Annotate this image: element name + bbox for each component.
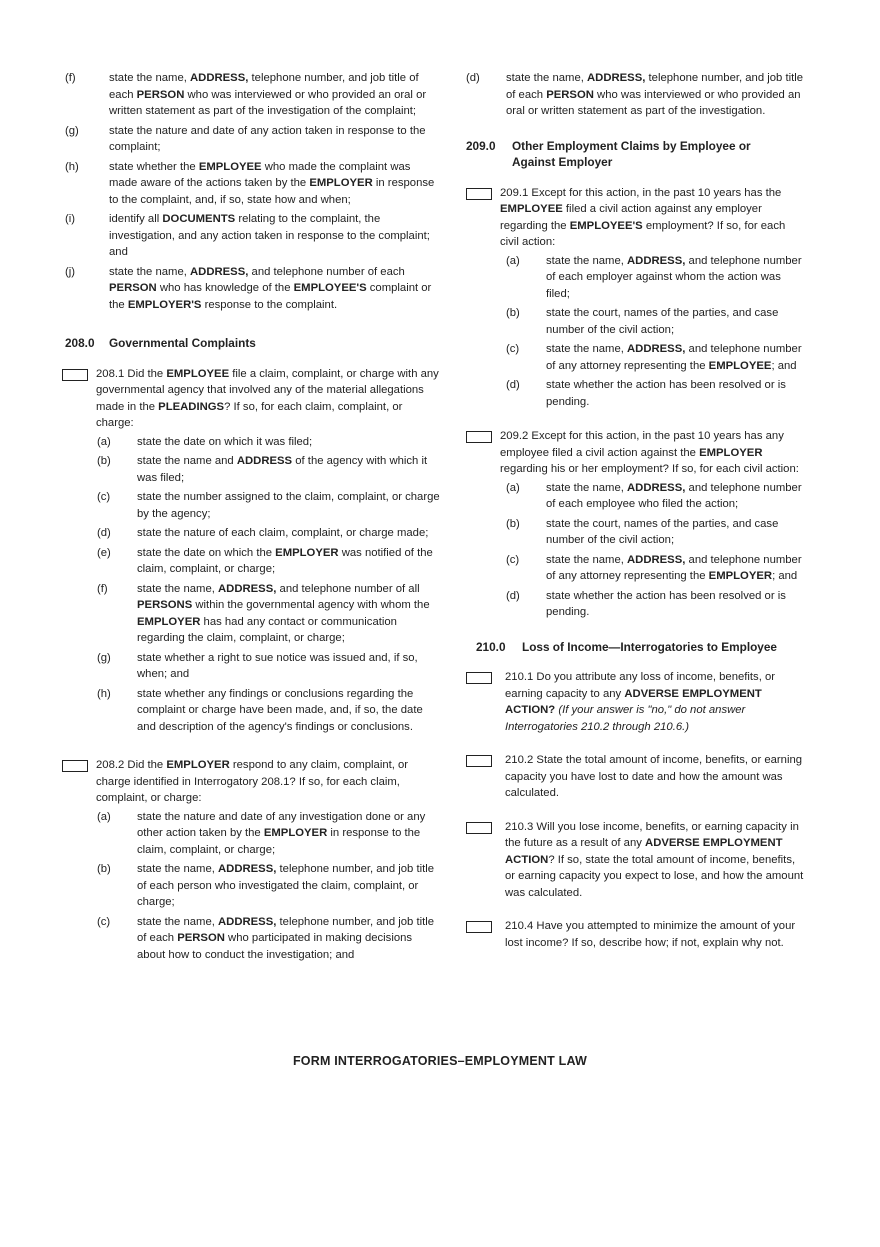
text-segment: ADDRESS,: [587, 72, 646, 84]
page-footer-title: FORM INTERROGATORIES–EMPLOYMENT LAW: [292, 1054, 588, 1068]
text-segment: filed a civil action against any employer regarding the: [500, 203, 762, 232]
item-text: [546, 377, 806, 410]
text-segment: ADDRESS,: [218, 582, 277, 595]
item-text: [137, 434, 440, 451]
text-segment: who participated in making decisions about how to conduct the investigation; and: [137, 932, 413, 961]
text-segment: ADDRESS,: [190, 72, 249, 84]
section-title: Governmental Complaints: [109, 336, 256, 350]
list-item: [65, 70, 440, 120]
item-label: (d): [506, 589, 520, 602]
item-label: (a): [506, 481, 520, 494]
text-segment: 208.2 Did the: [96, 759, 167, 771]
item-text: [546, 305, 806, 338]
text-segment: and telephone number of any attorney representing the: [546, 343, 802, 372]
item-text: [137, 650, 440, 683]
question-text: [62, 757, 440, 807]
text-segment: ADDRESS,: [190, 265, 249, 278]
text-segment: EMPLOYER'S: [127, 298, 202, 311]
text-segment: ADDRESS: [236, 455, 293, 467]
text-segment: state the number assigned to the claim, complaint, or charge by the agency;: [137, 491, 440, 520]
item-label: (c): [506, 343, 520, 355]
text-segment: ADDRESS,: [218, 915, 277, 928]
item-text: [109, 123, 440, 156]
section-209-heading: [466, 138, 806, 171]
question-209-2-items: [506, 480, 806, 621]
text-segment: state the name,: [137, 915, 219, 928]
question-210-4: [466, 918, 806, 951]
text-segment: telephone number, and job title of each: [137, 915, 435, 944]
text-segment: PERSON: [177, 932, 225, 944]
text-segment: who made the complaint was made aware of the actions taken by the: [109, 160, 411, 189]
list-item: [97, 686, 440, 736]
text-segment: EMPLOYEE'S: [569, 219, 643, 232]
section-number: 209.0: [466, 138, 496, 153]
text-segment: ; and: [771, 359, 797, 372]
text-segment: EMPLOYER: [263, 827, 328, 839]
text-segment: 210.1 Do you attribute any loss of income, benefits, or earning capacity to any: [505, 671, 776, 700]
item-label: (a): [97, 435, 111, 448]
item-text: [546, 588, 806, 621]
item-label: (b): [506, 517, 520, 530]
item-label: (d): [97, 527, 111, 539]
text-segment: EMPLOYEE'S: [293, 282, 367, 294]
list-item: [506, 552, 806, 585]
text-segment: EMPLOYER: [166, 759, 230, 771]
text-segment: state the court, names of the parties, and case number of the civil action;: [546, 307, 779, 336]
item-label: (b): [506, 307, 520, 319]
list-item: [97, 525, 440, 542]
question-text: [62, 366, 440, 432]
right-top-items: [466, 70, 806, 120]
text-segment: state the court, names of the parties, and case number of the civil action;: [546, 517, 779, 546]
text-segment: ADVERSE EMPLOYMENT ACTION: [505, 837, 783, 866]
question-text: [466, 918, 806, 951]
list-item: [506, 516, 806, 549]
text-segment: EMPLOYEE: [166, 367, 230, 380]
question-209-1: [466, 185, 806, 251]
list-item: [65, 264, 440, 314]
item-text: [506, 70, 806, 120]
item-text: [546, 552, 806, 585]
item-label: (g): [65, 124, 79, 137]
text-segment: ? If so, state the total amount of income, benefits, or earning capacity you expect to lose, and how the amount was calculated.: [505, 853, 804, 899]
item-label: (c): [97, 491, 111, 503]
question-text: [466, 185, 806, 251]
checkbox-210-3[interactable]: [466, 822, 492, 834]
question-210-1: [466, 669, 806, 735]
list-item: [466, 70, 806, 120]
text-segment: ADDRESS,: [627, 343, 686, 355]
text-segment: state whether any findings or conclusions regarding the complaint or charge have been made, and, if so, the date and description of the agency's findings or conclusions.: [137, 687, 423, 733]
list-item: [506, 341, 806, 374]
text-segment: 210.2 State the total amount of income, benefits, or earning capacity you have lost to date and how the amount was calculated.: [505, 754, 803, 799]
text-segment: has had any contact or communication regarding the claim, complaint, or charge;: [137, 615, 397, 644]
item-text: [546, 516, 806, 549]
item-text: [109, 264, 440, 314]
checkbox-210-4[interactable]: [466, 921, 492, 933]
text-segment: state the nature and date of any investigation done or any other action taken by the: [137, 810, 426, 839]
section-210-heading: [476, 639, 806, 656]
text-segment: EMPLOYER: [309, 177, 373, 189]
list-item: [97, 545, 440, 578]
list-item: [97, 453, 440, 486]
item-label: (d): [506, 379, 520, 391]
text-segment: (If your answer is "no," do not answer Interrogatories 210.2 through 210.6.): [505, 704, 746, 733]
text-segment: of the agency with which it was filed;: [137, 455, 428, 484]
text-segment: who was interviewed or who provided an oral or written statement as part of the investigation.: [506, 88, 801, 117]
list-item: [97, 914, 440, 964]
list-item: [97, 489, 440, 522]
question-208-2: [62, 757, 440, 807]
checkbox-210-2[interactable]: [466, 755, 492, 767]
text-segment: EMPLOYEE: [708, 359, 772, 372]
item-text: [137, 686, 440, 736]
item-label: (a): [506, 254, 520, 267]
text-segment: state whether the action has been resolved or is pending.: [546, 379, 786, 408]
item-label: (h): [65, 160, 79, 173]
left-top-items: [65, 70, 440, 313]
item-text: [546, 253, 806, 303]
text-segment: state whether the action has been resolved or is pending.: [546, 589, 786, 618]
question-208-1-items: [97, 434, 440, 736]
text-segment: and telephone number of each employer against whom the action was filed;: [546, 254, 802, 300]
item-text: [137, 581, 440, 647]
text-segment: who has knowledge of the: [156, 282, 294, 294]
text-segment: file a claim, complaint, or charge with any governmental agency that involved any of the material allegations made in the: [96, 367, 439, 413]
item-label: (f): [97, 582, 108, 595]
item-label: (b): [97, 863, 111, 875]
text-segment: EMPLOYER: [137, 615, 201, 628]
item-text: [137, 861, 440, 911]
text-segment: telephone number, and job title of each person who investigated the claim, complaint, or charge;: [137, 863, 435, 908]
section-208-heading: [65, 335, 440, 352]
text-segment: state the name,: [546, 481, 628, 494]
item-label: (c): [97, 915, 111, 928]
text-segment: 210.4 Have you attempted to minimize the amount of your lost income? If so, describe how; if not, explain why not.: [505, 920, 796, 949]
item-label: (g): [97, 651, 111, 664]
text-segment: 208.1 Did the: [96, 367, 167, 380]
text-segment: state the name,: [506, 72, 588, 84]
list-item: [506, 480, 806, 513]
item-label: (e): [97, 546, 111, 559]
list-item: [65, 159, 440, 209]
text-segment: state the name,: [137, 582, 219, 595]
text-segment: EMPLOYER: [708, 570, 773, 582]
list-item: [97, 809, 440, 859]
checkbox-209-1[interactable]: [466, 188, 492, 200]
text-segment: identify all: [109, 213, 163, 225]
list-item: [97, 434, 440, 451]
question-208-2-items: [97, 809, 440, 964]
item-text: [109, 211, 440, 261]
item-text: [137, 914, 440, 964]
checkbox-210-1[interactable]: [466, 672, 492, 684]
text-segment: respond to any claim, complaint, or charge identified in Interrogatory 208.1? If so, for each claim, complaint, or charge:: [96, 759, 409, 804]
text-segment: ADVERSE EMPLOYMENT ACTION?: [505, 687, 762, 716]
item-label: (h): [97, 687, 111, 700]
list-item: [506, 305, 806, 338]
item-label: (a): [97, 810, 111, 823]
text-segment: who was interviewed or who provided an oral or written statement as part of the investigation of the complaint;: [109, 88, 427, 117]
text-segment: state the date on which it was filed;: [137, 435, 313, 448]
text-segment: relating to the complaint, the investigation, and any action taken in response to the complaint; and: [109, 213, 430, 258]
text-segment: complaint or the: [109, 282, 432, 311]
list-item: [65, 211, 440, 261]
text-segment: state whether a right to sue notice was issued and, if so, when; and: [137, 651, 418, 680]
text-segment: ? If so, for each claim, complaint, or charge:: [96, 400, 403, 429]
text-segment: PLEADINGS: [158, 400, 225, 413]
text-segment: state the name,: [546, 343, 628, 355]
question-210-2: [466, 752, 806, 802]
text-segment: state the name,: [109, 72, 191, 84]
text-segment: state the name,: [109, 265, 191, 278]
question-210-3: [466, 819, 806, 902]
text-segment: state the name,: [546, 553, 628, 566]
checkbox-209-2[interactable]: [466, 431, 492, 443]
item-text: [137, 489, 440, 522]
text-segment: state the nature of each claim, complaint, or charge made;: [137, 527, 429, 539]
item-label: (c): [506, 553, 520, 566]
list-item: [97, 861, 440, 911]
text-segment: PERSON: [546, 88, 594, 101]
list-item: [97, 650, 440, 683]
text-segment: ADDRESS,: [627, 481, 686, 494]
text-segment: telephone number, and job title of each: [109, 72, 419, 101]
text-segment: PERSONS: [137, 599, 193, 611]
text-segment: employment? If so, for each civil action:: [500, 219, 786, 248]
question-text: [466, 819, 806, 902]
question-209-1-items: [506, 253, 806, 411]
text-segment: state the nature and date of any action taken in response to the complaint;: [109, 124, 426, 153]
text-segment: state whether the: [109, 160, 199, 173]
text-segment: within the governmental agency with whom the: [192, 599, 430, 611]
item-label: (i): [65, 213, 76, 225]
text-segment: EMPLOYEE: [198, 160, 262, 173]
section-title: Other Employment Claims by Employee or Against Employer: [512, 138, 751, 169]
text-segment: state the name,: [137, 863, 219, 875]
checkbox-208-1[interactable]: [62, 369, 88, 381]
text-segment: and telephone number of all: [276, 582, 420, 595]
text-segment: EMPLOYER: [275, 546, 339, 559]
item-label: (f): [65, 72, 76, 84]
list-item: [506, 377, 806, 410]
text-segment: response to the complaint.: [201, 298, 338, 311]
left-column: [65, 70, 440, 966]
text-segment: EMPLOYER: [699, 446, 763, 459]
item-text: [109, 70, 440, 120]
text-segment: and telephone number of each: [248, 265, 405, 278]
list-item: [65, 123, 440, 156]
question-text: [466, 669, 806, 735]
checkbox-208-2[interactable]: [62, 760, 88, 772]
section-number: 210.0: [476, 639, 506, 654]
text-segment: ; and: [772, 570, 798, 582]
text-segment: in response to the claim, complaint, or charge;: [137, 827, 421, 856]
item-text: [546, 341, 806, 374]
item-label: (b): [97, 455, 111, 467]
text-segment: state the name,: [546, 254, 628, 267]
text-segment: state the name and: [137, 455, 237, 467]
text-segment: in response to the complaint, and, if so, state how and when;: [109, 177, 435, 206]
section-number: 208.0: [65, 336, 95, 350]
text-segment: and telephone number of any attorney representing the: [546, 553, 802, 582]
item-label: (j): [65, 265, 76, 278]
text-segment: ADDRESS,: [627, 254, 686, 267]
text-segment: ADDRESS,: [627, 553, 686, 566]
text-segment: 209.1 Except for this action, in the past 10 years has the: [500, 186, 782, 199]
text-segment: regarding his or her employment? If so, for each civil action:: [500, 463, 799, 475]
text-segment: 210.3 Will you lose income, benefits, or earning capacity in the future as a result of any: [505, 820, 799, 849]
text-segment: state the date on which the: [137, 546, 276, 559]
item-text: [137, 809, 440, 859]
question-text: [466, 752, 806, 802]
right-column: [466, 70, 806, 953]
list-item: [97, 581, 440, 647]
text-segment: EMPLOYEE: [500, 203, 563, 215]
item-label: (d): [466, 72, 480, 84]
question-209-2: [466, 428, 806, 478]
item-text: [109, 159, 440, 209]
item-text: [137, 545, 440, 578]
item-text: [137, 525, 440, 542]
text-segment: PERSON: [109, 282, 157, 294]
question-text: [466, 428, 806, 478]
list-item: [506, 588, 806, 621]
text-segment: DOCUMENTS: [162, 213, 236, 225]
text-segment: telephone number, and job title of each: [506, 72, 804, 101]
text-segment: was notified of the claim, complaint, or charge;: [137, 546, 433, 575]
item-text: [546, 480, 806, 513]
text-segment: PERSON: [136, 88, 185, 101]
text-segment: 209.2 Except for this action, in the past 10 years has any employee filed a civil action against the: [500, 430, 784, 459]
text-segment: and telephone number of each employee who filed the action;: [546, 481, 802, 510]
section-title: Loss of Income—Interrogatories to Employee: [522, 639, 777, 654]
question-208-1: [62, 366, 440, 432]
item-text: [137, 453, 440, 486]
list-item: [506, 253, 806, 303]
text-segment: ADDRESS,: [218, 863, 277, 875]
